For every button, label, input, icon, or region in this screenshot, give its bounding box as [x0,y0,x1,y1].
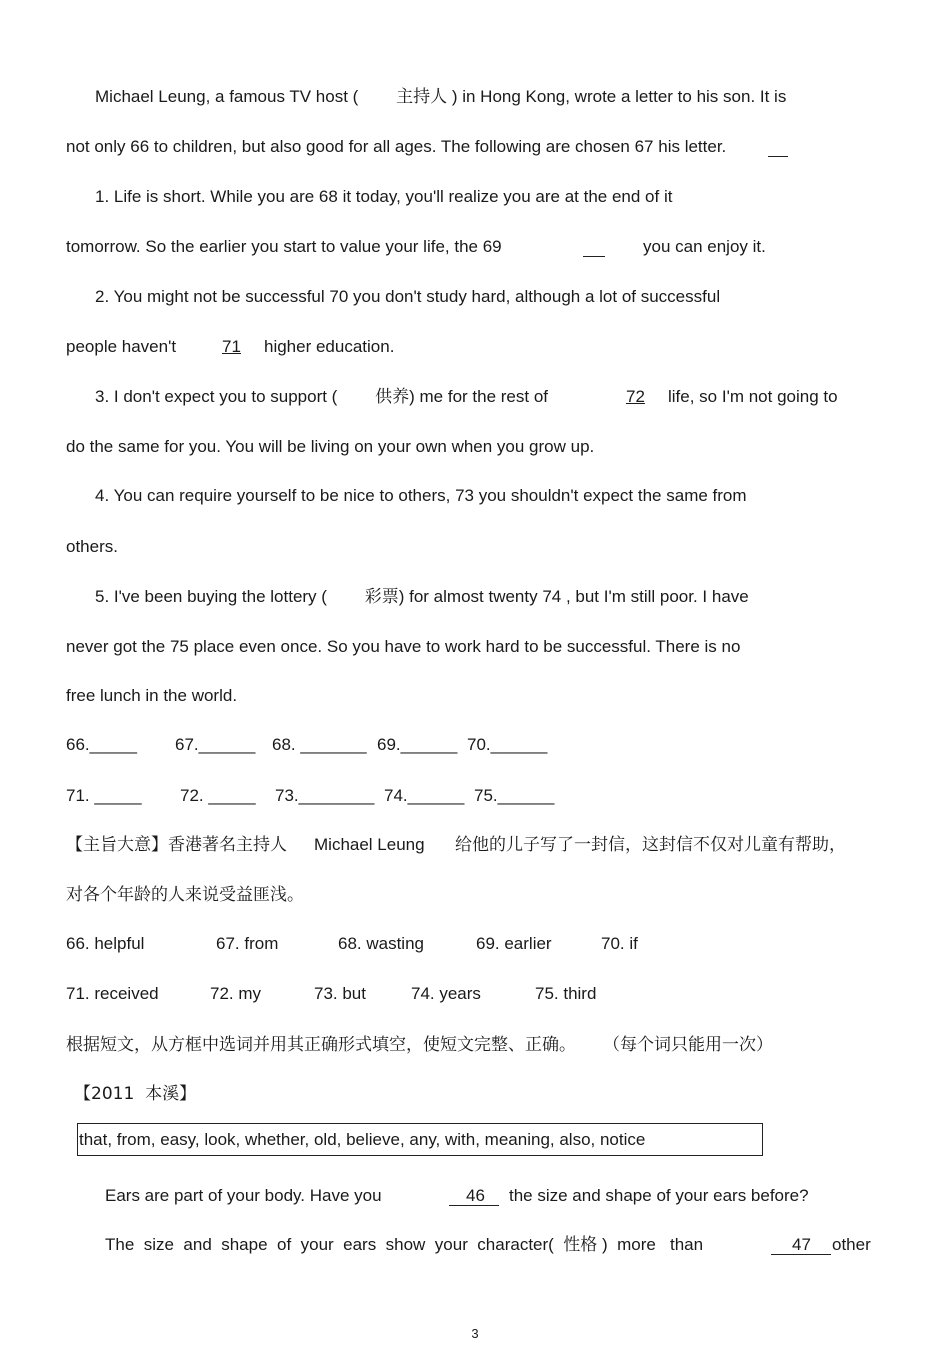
answer-item: 72. my [210,984,262,1003]
blank-item: 73.________ [275,786,375,805]
passage-line-12: never got the 75 place even once. So you have to work hard to be successful. There is no [66,637,741,656]
answer-item: 68. wasting [338,934,424,953]
blank-line [768,156,788,157]
passage-line-2: not only 66 to children, but also good for all ages. The following are chosen 67 his letter. [66,137,727,156]
passage-line-13: free lunch in the world. [66,686,238,705]
passage-line-7-start: 3. I don't expect you to support ( 供养) me for the rest of [95,387,548,406]
passage-line-4-end: you can enjoy it. [643,237,766,256]
blank-item: 72. _____ [180,786,256,805]
passage-line-9: 4. You can require yourself to be nice to others, 73 you shouldn't expect the same from [95,486,747,505]
blank-item: 71. _____ [66,786,142,805]
blank-item: 67.______ [175,735,256,754]
source-tag: 【2011 本溪】 [74,1084,197,1104]
blank-item: 69.______ [377,735,458,754]
passage-line-5: 2. You might not be successful 70 you don't study hard, although a lot of successful [95,287,721,306]
ears-line-1-start: Ears are part of your body. Have you [105,1186,382,1205]
blank-item: 68. _______ [272,735,367,754]
answer-item: 67. from [216,934,279,953]
blank-72: 72 [626,387,645,406]
blank-item: 70.______ [467,735,548,754]
answer-item: 69. earlier [476,934,552,953]
passage-line-1: Michael Leung, a famous TV host ( 主持人 ) in Hong Kong, wrote a letter to his son. It is [95,87,787,106]
instruction: 根据短文，从方框中选词并用其正确形式填空，使短文完整、正确。 （每个词只能用一次） [66,1035,774,1055]
ears-line-2-start: The size and shape of your ears show your character( 性格 ) more than [105,1235,704,1254]
blank-item: 75.______ [474,786,555,805]
answer-item: 71. received [66,984,159,1003]
passage-line-11: 5. I've been buying the lottery ( 彩票) for almost twenty 74 , but I'm still poor. I have [95,587,749,606]
summary-label: 【主旨大意】香港著名主持人 [66,835,287,855]
blank-71: 71 [222,337,241,356]
blank-item: 74.______ [384,786,465,805]
word-box-text: that, from, easy, look, whether, old, believe, any, with, meaning, also, notice [79,1130,646,1149]
ears-line-1-end: the size and shape of your ears before? [509,1186,809,1205]
answer-item: 73. but [314,984,366,1003]
summary-line-2: 对各个年龄的人来说受益匪浅。 [66,885,304,905]
answer-item: 75. third [535,984,597,1003]
answer-item: 70. if [601,934,638,953]
page-number: 3 [471,1326,479,1341]
passage-line-7-end: life, so I'm not going to [668,387,838,406]
passage-line-10: others. [66,537,118,556]
blank-46: 46 [466,1186,485,1205]
passage-line-8: do the same for you. You will be living on your own when you grow up. [66,437,595,456]
word-box [77,1123,763,1156]
blank-47: 47 [792,1235,811,1254]
ears-line-2-end: other [832,1235,871,1254]
blank-line [583,256,605,257]
blank-item: 66._____ [66,735,137,754]
answer-item: 74. years [411,984,481,1003]
summary-name: Michael Leung [314,835,425,854]
answer-item: 66. helpful [66,934,145,953]
passage-line-6-start: people haven't [66,337,177,356]
passage-line-4: tomorrow. So the earlier you start to value your life, the 69 [66,237,502,256]
passage-line-3: 1. Life is short. While you are 68 it today, you'll realize you are at the end of it [95,187,673,206]
passage-line-6-end: higher education. [264,337,395,356]
summary-text: 给他的儿子写了一封信，这封信不仅对儿童有帮助， [455,835,846,855]
